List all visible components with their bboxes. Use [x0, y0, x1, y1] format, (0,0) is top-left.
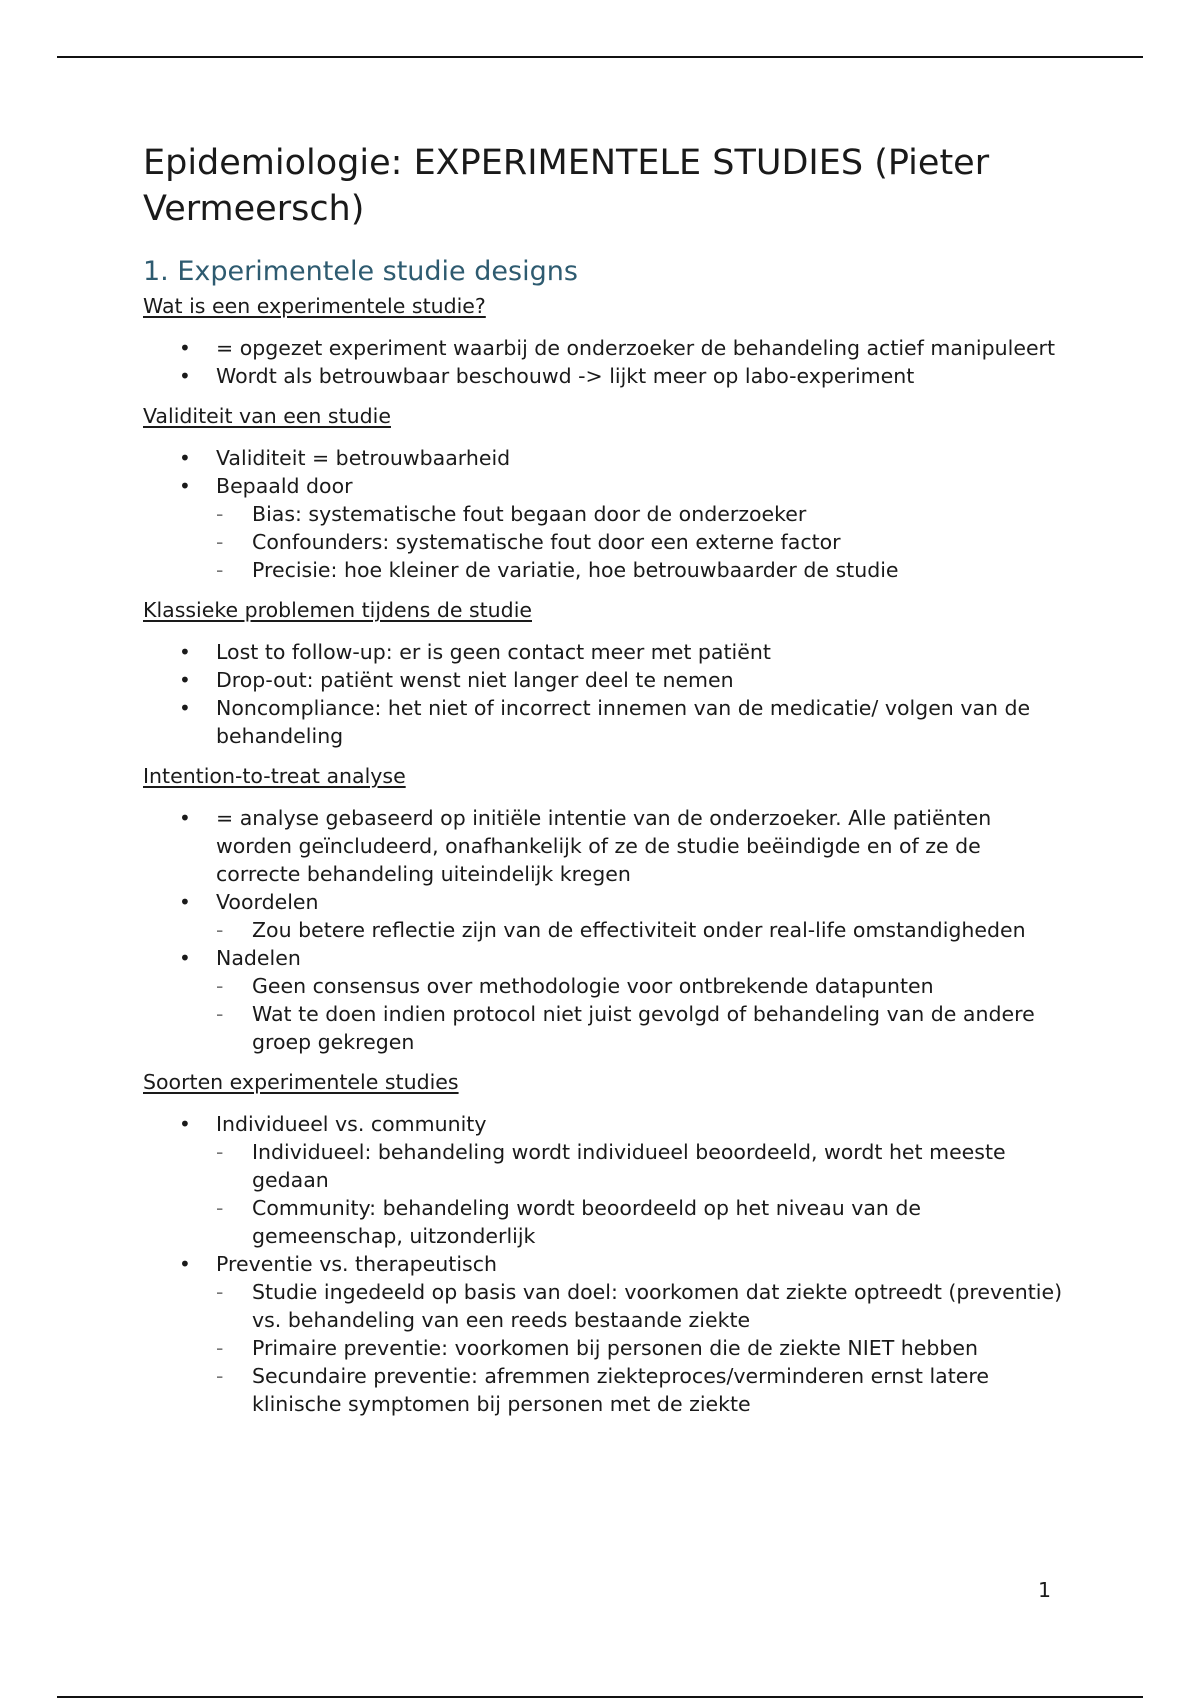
list-item-text: Lost to follow-up: er is geen contact meer met patiënt [216, 640, 771, 664]
list-item [143, 638, 1063, 666]
bullet-list [143, 444, 1063, 584]
subsection-heading: Validiteit van een studie [143, 404, 391, 428]
sub-list-item [216, 1194, 1063, 1250]
sub-list-item [216, 1362, 1063, 1418]
sub-list [216, 1138, 1063, 1250]
sub-list-item-text: Precisie: hoe kleiner de variatie, hoe betrouwbaarder de studie [252, 558, 899, 582]
bullet-icon: • [179, 1112, 191, 1136]
section-heading: 1. Experimentele studie designs [143, 256, 578, 287]
list-item [143, 1110, 1063, 1250]
list-item [143, 472, 1063, 584]
list-item [143, 694, 1063, 750]
dash-icon: - [216, 1336, 224, 1360]
sub-list [216, 972, 1063, 1056]
subsection-heading: Klassieke problemen tijdens de studie [143, 598, 532, 622]
dash-icon: - [216, 974, 224, 998]
subsection-container [143, 292, 1063, 1418]
sub-list-item-text: Geen consensus over methodologie voor ontbrekende datapunten [252, 974, 934, 998]
list-item-text: Wordt als betrouwbaar beschouwd -> lijkt meer op labo-experiment [216, 364, 915, 388]
list-item-text: Preventie vs. therapeutisch [216, 1252, 497, 1276]
dash-icon: - [216, 1002, 224, 1026]
bullet-icon: • [179, 806, 191, 830]
bullet-icon: • [179, 668, 191, 692]
subsection-heading: Intention-to-treat analyse [143, 764, 406, 788]
list-item [143, 444, 1063, 472]
sub-list-item [216, 972, 1063, 1000]
bullet-icon: • [179, 696, 191, 720]
sub-list-item [216, 1000, 1063, 1056]
list-item-text: = analyse gebaseerd op initiële intentie van de onderzoeker. Alle patiënten worden geïncludeerd, onafhankelijk of ze de studie beëindigde en of ze de correcte behandeling uiteindelijk kregen [216, 806, 992, 886]
bullet-icon: • [179, 946, 191, 970]
list-item-text: Nadelen [216, 946, 301, 970]
sub-list [216, 1278, 1063, 1418]
bullet-icon: • [179, 364, 191, 388]
list-item-text: Noncompliance: het niet of incorrect innemen van de medicatie/ volgen van de behandeling [216, 696, 1031, 748]
sub-list-item-text: Individueel: behandeling wordt individueel beoordeeld, wordt het meeste gedaan [252, 1140, 1006, 1192]
list-item [143, 804, 1063, 888]
list-item [143, 666, 1063, 694]
sub-list-item [216, 556, 1063, 584]
sub-list-item-text: Secundaire preventie: afremmen ziekteproces/verminderen ernst latere klinische symptomen bij personen met de ziekte [252, 1364, 989, 1416]
sub-list-item [216, 528, 1063, 556]
list-item-text: Drop-out: patiënt wenst niet langer deel te nemen [216, 668, 734, 692]
page-content [143, 140, 1063, 1430]
list-item [143, 944, 1063, 1056]
bullet-icon: • [179, 1252, 191, 1276]
bullet-icon: • [179, 446, 191, 470]
bullet-icon: • [179, 336, 191, 360]
dash-icon: - [216, 1280, 224, 1304]
list-item [143, 888, 1063, 944]
subsection-heading: Soorten experimentele studies [143, 1070, 459, 1094]
sub-list-item-text: Community: behandeling wordt beoordeeld op het niveau van de gemeenschap, uitzonderlijk [252, 1196, 922, 1248]
sub-list-item [216, 916, 1063, 944]
list-item [143, 334, 1063, 362]
bullet-list [143, 334, 1063, 390]
header-rule [57, 56, 1143, 58]
sub-list-item-text: Confounders: systematische fout door een externe factor [252, 530, 841, 554]
bullet-list [143, 804, 1063, 1056]
list-item-text: Individueel vs. community [216, 1112, 487, 1136]
document-title: Epidemiologie: EXPERIMENTELE STUDIES (Pieter Vermeersch) [143, 143, 990, 229]
list-item-text: Voordelen [216, 890, 319, 914]
sub-list [216, 500, 1063, 584]
sub-list-item [216, 500, 1063, 528]
dash-icon: - [216, 1196, 224, 1220]
list-item-text: Bepaald door [216, 474, 353, 498]
sub-list-item [216, 1278, 1063, 1334]
dash-icon: - [216, 918, 224, 942]
bullet-icon: • [179, 890, 191, 914]
sub-list-item-text: Primaire preventie: voorkomen bij personen die de ziekte NIET hebben [252, 1336, 978, 1360]
bullet-icon: • [179, 474, 191, 498]
dash-icon: - [216, 1140, 224, 1164]
sub-list [216, 916, 1063, 944]
page-number: 1 [1038, 1578, 1052, 1602]
sub-list-item [216, 1334, 1063, 1362]
list-item [143, 1250, 1063, 1418]
bullet-list [143, 638, 1063, 750]
bullet-icon: • [179, 640, 191, 664]
footer-rule [57, 1696, 1143, 1698]
sub-list-item-text: Studie ingedeeld op basis van doel: voorkomen dat ziekte optreedt (preventie) vs. behandeling van een reeds bestaande ziekte [252, 1280, 1063, 1332]
list-item-text: Validiteit = betrouwbaarheid [216, 446, 511, 470]
list-item-text: = opgezet experiment waarbij de onderzoeker de behandeling actief manipuleert [216, 336, 1056, 360]
sub-list-item-text: Wat te doen indien protocol niet juist gevolgd of behandeling van de andere groep gekregen [252, 1002, 1035, 1054]
subsection-heading: Wat is een experimentele studie? [143, 294, 486, 318]
list-item [143, 362, 1063, 390]
sub-list-item-text: Bias: systematische fout begaan door de onderzoeker [252, 502, 807, 526]
dash-icon: - [216, 502, 224, 526]
dash-icon: - [216, 558, 224, 582]
dash-icon: - [216, 530, 224, 554]
dash-icon: - [216, 1364, 224, 1388]
sub-list-item [216, 1138, 1063, 1194]
bullet-list [143, 1110, 1063, 1418]
sub-list-item-text: Zou betere reflectie zijn van de effectiviteit onder real-life omstandigheden [252, 918, 1026, 942]
